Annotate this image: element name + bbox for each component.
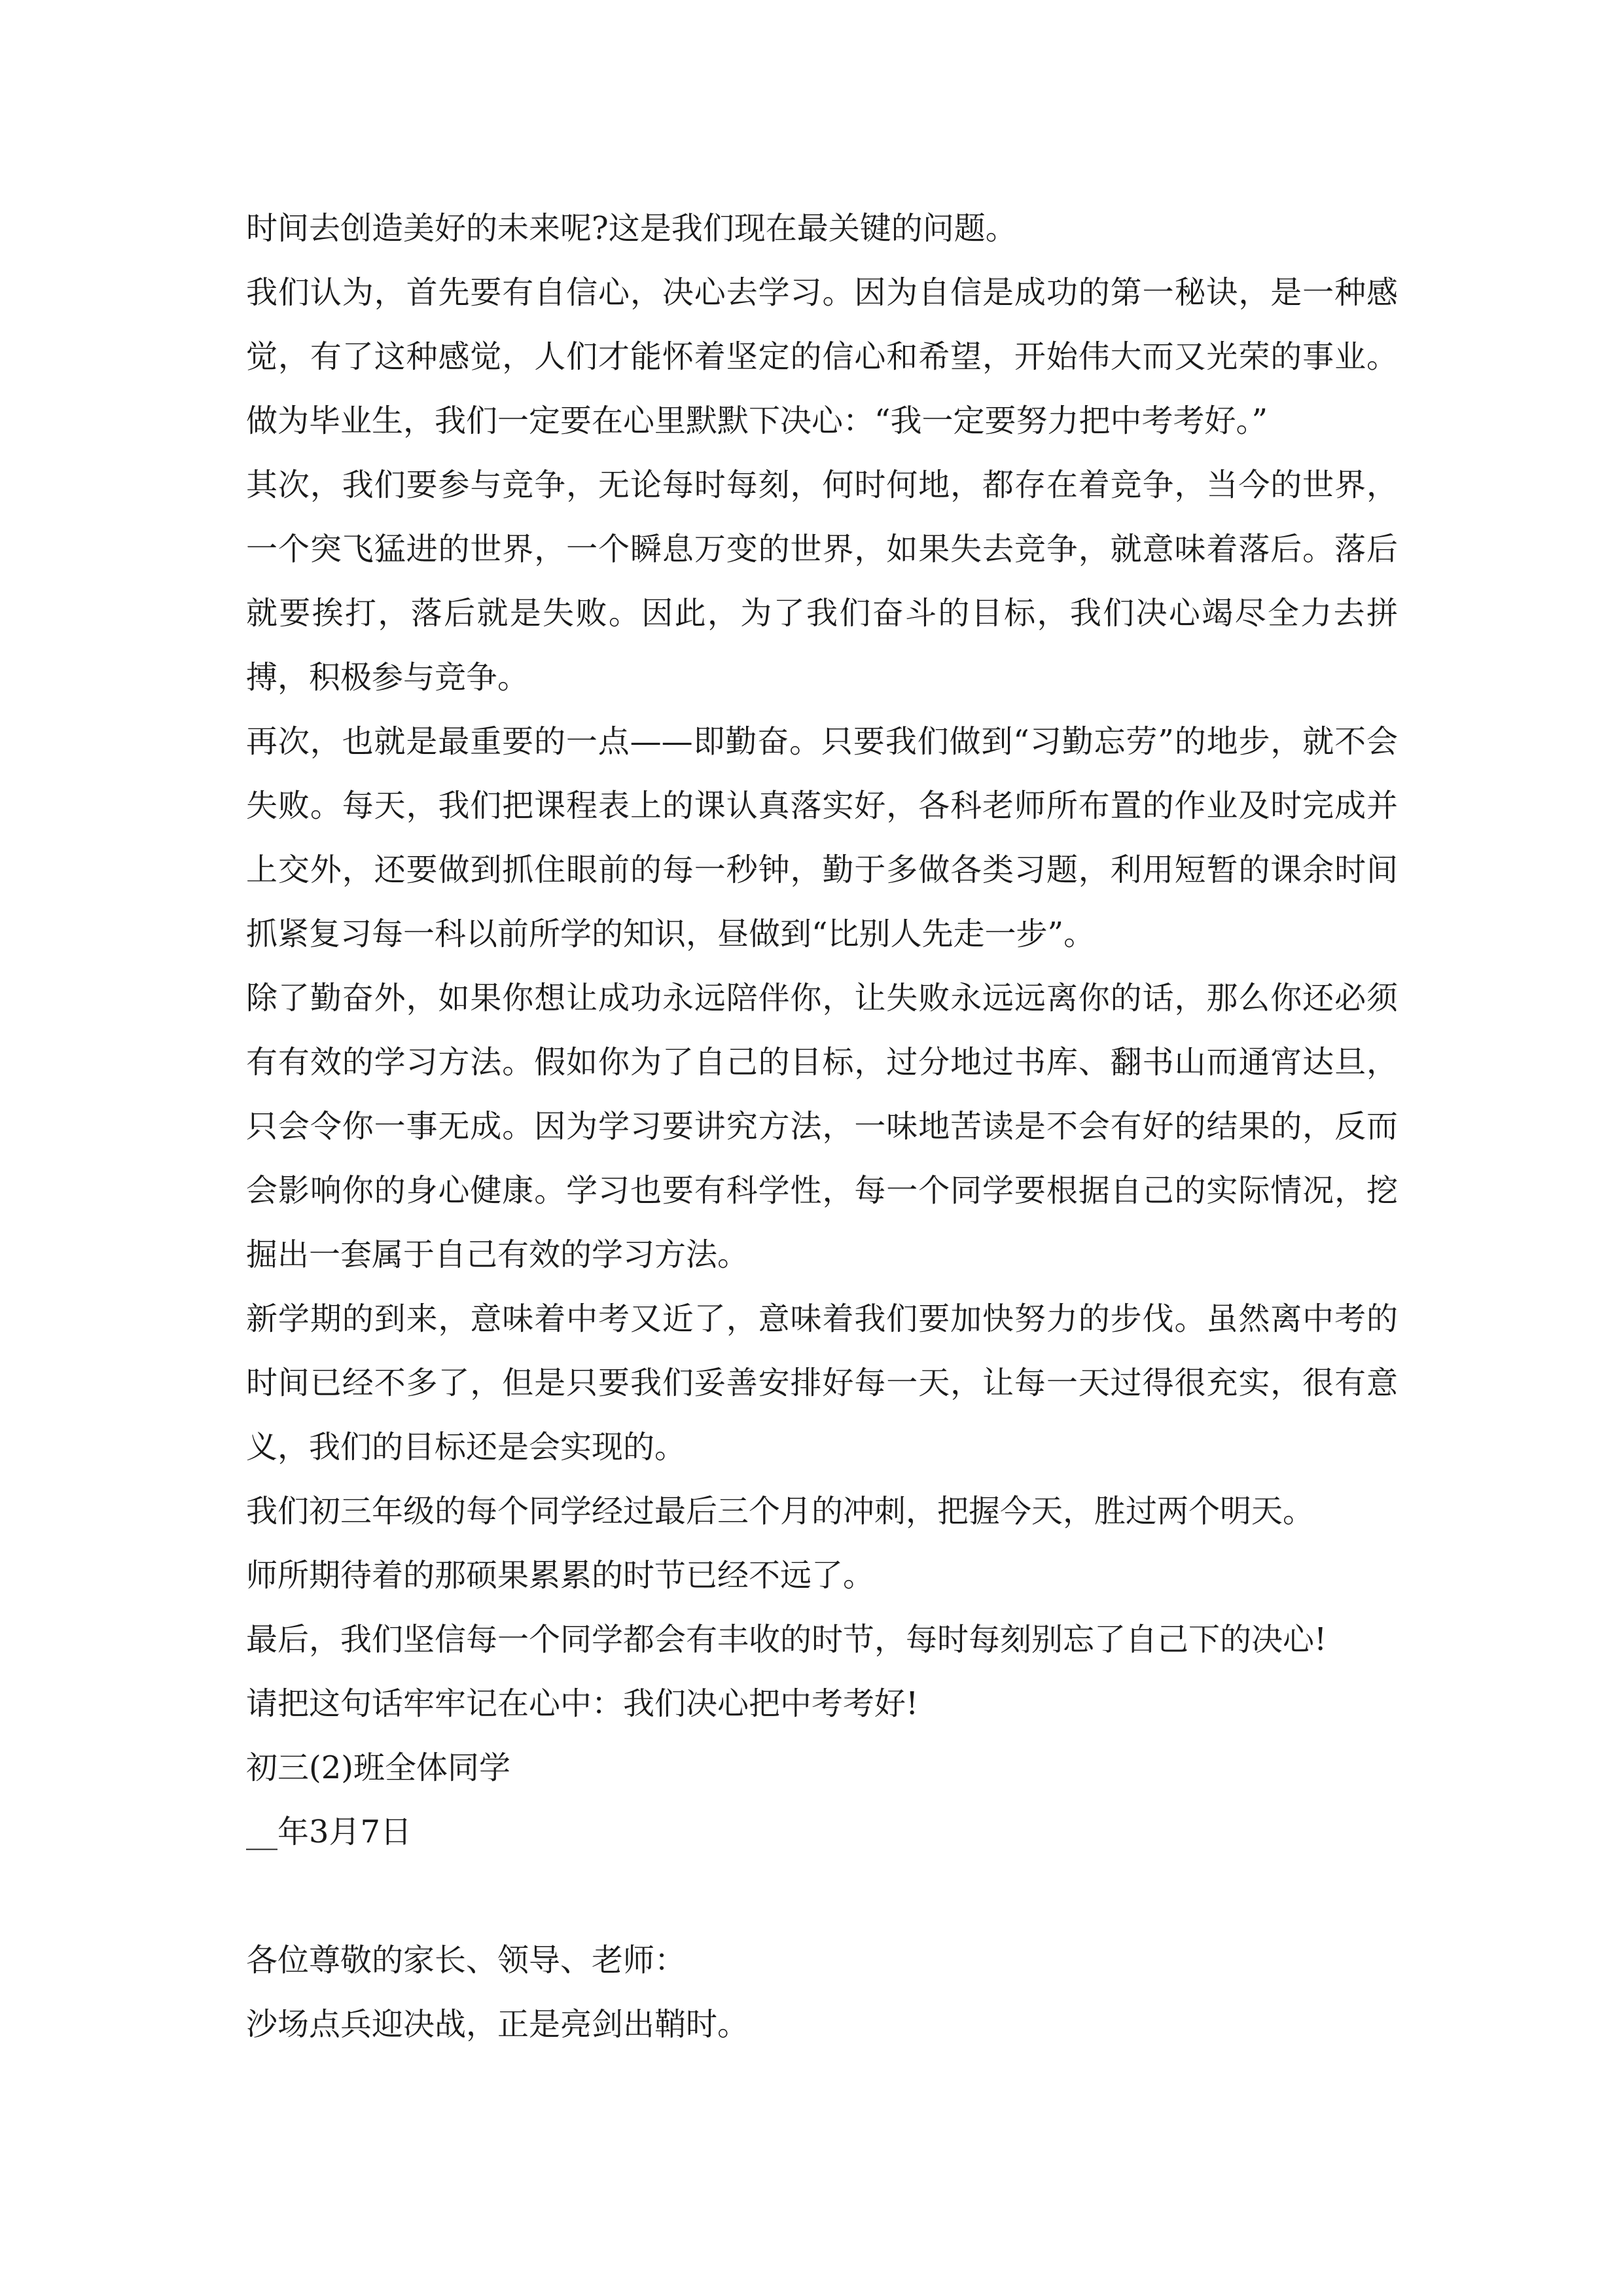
paragraph: 新学期的到来，意味着中考又近了，意味着我们要加快努力的步伐。虽然离中考的时间已经不多了，但是只要我们妥善安排好每一天，让每一天过得很充实，很有意义，我们的目标还是会实现的。 xyxy=(246,1300,1398,1465)
paragraph: 最后，我们坚信每一个同学都会有丰收的时节，每时每刻别忘了自己下的决心! xyxy=(246,1621,1327,1658)
document-body xyxy=(246,196,1398,2056)
paragraph: 再次，也就是最重要的一点——即勤奋。只要我们做到“习勤忘劳”的地步，就不会失败。每天，我们把课程表上的课认真落实好，各科老师所布置的作业及时完成并上交外，还要做到抓住眼前的每一秒钟，勤于多做各类习题，利用短暂的课余时间抓紧复习每一科以前所学的知识，昼做到“比别人先走一步”。 xyxy=(246,723,1398,952)
signature: 初三(2)班全体同学 xyxy=(246,1749,510,1786)
paragraph: 我们认为，首先要有自信心，决心去学习。因为自信是成功的第一秘诀，是一种感觉，有了这种感觉，人们才能怀着坚定的信心和希望，开始伟大而又光荣的事业。做为毕业生，我们一定要在心里默默下决心：“我一定要努力把中考考好。” xyxy=(246,274,1398,439)
paragraph: 师所期待着的那硕果累累的时节已经不远了。 xyxy=(246,1557,875,1594)
date: __年3月7日 xyxy=(246,1814,412,1850)
paragraph: 请把这句话牢牢记在心中：我们决心把中考考好! xyxy=(246,1685,919,1722)
salutation: 各位尊敬的家长、领导、老师： xyxy=(246,1942,687,1979)
paragraph: 除了勤奋外，如果你想让成功永远陪伴你，让失败永远远离你的话，那么你还必须有有效的学习方法。假如你为了自己的目标，过分地过书库、翻书山而通宵达旦，只会令你一事无成。因为学习要讲究方法，一味地苦读是不会有好的结果的，反而会影响你的身心健康。学习也要有科学性，每一个同学要根据自己的实际情况，挖掘出一套属于自己有效的学习方法。 xyxy=(246,980,1398,1273)
paragraph: 时间去创造美好的未来呢?这是我们现在最关键的问题。 xyxy=(246,210,1017,247)
section-gap xyxy=(246,1864,1398,1928)
paragraph: 我们初三年级的每个同学经过最后三个月的冲刺，把握今天，胜过两个明天。 xyxy=(246,1493,1315,1530)
paragraph: 沙场点兵迎决战，正是亮剑出鞘时。 xyxy=(246,2006,749,2043)
paragraph: 其次，我们要参与竞争，无论每时每刻，何时何地，都存在着竞争，当今的世界，一个突飞猛进的世界，一个瞬息万变的世界，如果失去竞争，就意味着落后。落后就要挨打，落后就是失败。因此，为了我们奋斗的目标，我们决心竭尽全力去拼搏，积极参与竞争。 xyxy=(246,467,1398,696)
